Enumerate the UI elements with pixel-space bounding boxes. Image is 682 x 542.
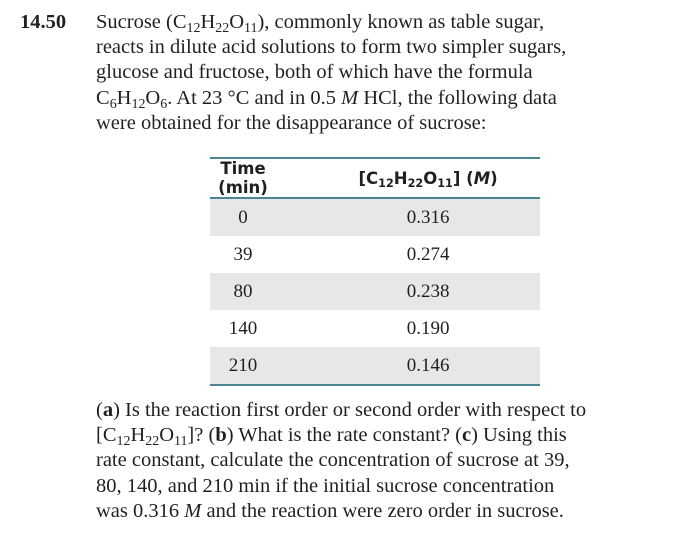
time-cell: 80 [210, 273, 316, 310]
table-row [210, 273, 540, 310]
question-line-3: rate constant, calculate the concentration of sucrose at 39, [96, 449, 570, 472]
conc-cell: 0.146 [316, 347, 540, 385]
conc-cell: 0.274 [406, 243, 450, 265]
problem-number: 14.50 [20, 11, 67, 33]
data-table [210, 157, 540, 386]
table-row [210, 236, 540, 273]
table-row [210, 347, 540, 385]
conc-cell: 0.238 [316, 273, 540, 310]
stem-line-2: reacts in dilute acid solutions to form two simpler sugars, [96, 36, 567, 59]
table-row [210, 198, 540, 236]
header-concentration: $[C_{12}H_{22}O_{11}]$ (M) [316, 158, 540, 198]
conc-cell: 0.316 [316, 198, 540, 236]
header-time: Time (min) [210, 158, 316, 198]
stem-line-3: glucose and fructose, both of which have the formula [96, 61, 533, 84]
question-line-4: 80, 140, and 210 min if the initial sucrose concentration [96, 474, 555, 497]
stem-line-5: were obtained for the disappearance of sucrose: [96, 111, 487, 134]
question-line-2: $[C_{12}H_{22}O_{11}]$? (b) What is the rate constant? (c) Using this [96, 424, 567, 450]
time-cell: 0 [210, 198, 316, 236]
time-cell: 39 [233, 243, 253, 265]
table-header-row [210, 158, 540, 198]
stem-line-1: Sucrose $(C_{12}H_{22}O_{11})$, commonly known as table sugar, [96, 11, 545, 36]
conc-cell: 0.190 [406, 317, 450, 339]
problem-stem [96, 10, 676, 136]
question-line-1: (a) Is the reaction first order or second order with respect to [96, 399, 587, 421]
stem-line-4: $C_6H_{12}O_6$. At 23 °C and in 0.5 M HCl, the following data [96, 86, 557, 112]
questions-block [96, 398, 666, 524]
time-cell: 140 [228, 317, 258, 339]
question-line-5: was 0.316 M and the reaction were zero order in sucrose. [96, 499, 564, 522]
table-row [210, 310, 540, 347]
time-cell: 210 [210, 347, 316, 385]
